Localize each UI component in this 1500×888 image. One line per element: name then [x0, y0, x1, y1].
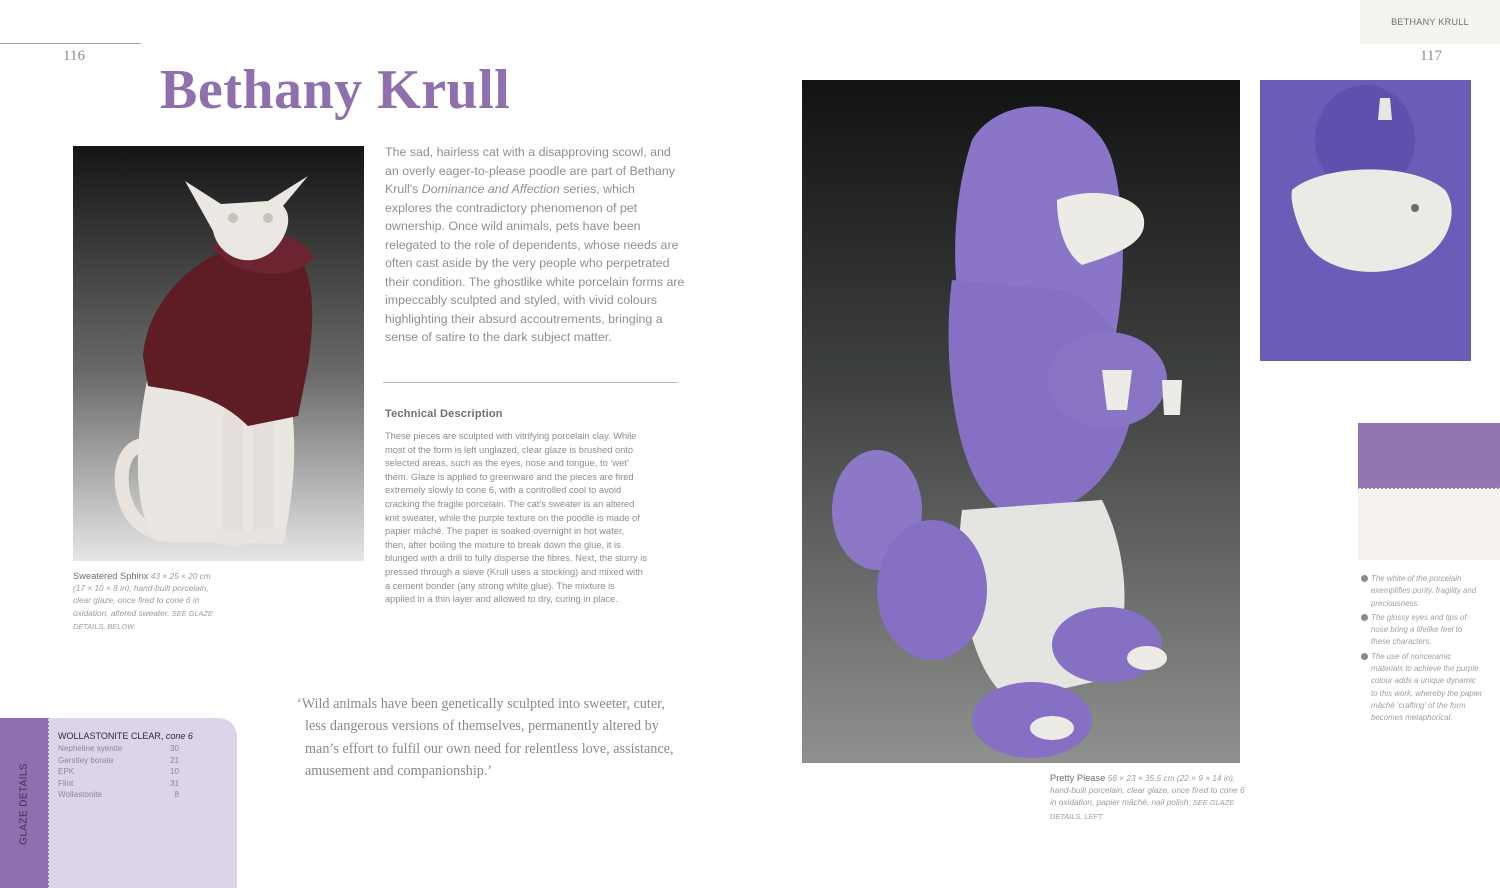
- pull-quote-text: ‘Wild animals have been genetically sculpted into sweeter, cuter, less dangerous versions of themselves, permanently altered by man’s effort to fulfil our own need for relentless love, assistance, amusement and companionship.’: [297, 696, 674, 779]
- ingredient-amount: 21: [169, 755, 179, 765]
- page-number-right: 117: [1420, 48, 1442, 64]
- intro-text-b: series, which explores the contradictory phenomenon of pet ownership. Once wild animals, pets have been relegated to the role of dependents, whose needs are often cast aside by the very people who perpetrated their condition. The ghostlike white porcelain forms are impeccably sculpted and styled, with vivid colours highlighting their absurd accoutrements, bringing a sense of satire to the dark subject matter.: [385, 182, 685, 344]
- ingredient-amount: 30: [169, 744, 179, 753]
- note-item: [1361, 651, 1483, 725]
- caption-title: Pretty Please: [1050, 773, 1106, 783]
- note-text: The glossy eyes and tips of nose bring a lifelike feel to these characters.: [1371, 612, 1467, 647]
- note-text: The white of the porcelain exemplifies purity, fragility and preciousness.: [1371, 574, 1477, 608]
- ingredient-name: Gerstley borate: [58, 755, 114, 765]
- glaze-details-tab: [0, 718, 49, 888]
- design-notes: [1361, 573, 1483, 727]
- note-item: [1361, 573, 1483, 610]
- glaze-details-label: GLAZE DETAILS: [18, 763, 30, 845]
- glaze-cone: cone 6: [165, 731, 193, 741]
- sweatered-sphinx-photo: [73, 146, 364, 561]
- swatch-glaze-colour: [1358, 423, 1500, 489]
- bullet-icon: [1361, 614, 1368, 621]
- section-divider: [383, 382, 678, 383]
- note-text: The use of nonceramic materials to achieve the purple colour adds a unique dynamic to this work, whereby the papier mâché ‘crafting’ of the form becomes metaphorical.: [1371, 651, 1483, 723]
- ingredient-name: Wollastonite: [58, 790, 102, 800]
- technical-heading: Technical Description: [385, 408, 503, 420]
- bullet-icon: [1361, 575, 1368, 582]
- series-title: Dominance and Affection: [421, 182, 560, 196]
- top-rule: [0, 43, 141, 44]
- glaze-recipe-table: [58, 743, 179, 801]
- caption-details: 56 × 23 × 35.5 cm (22 × 9 × 14 in), hand-built porcelain, clear glaze, once fired to cone 6 in oxidation, papier mâché, nail polish.: [1050, 773, 1245, 808]
- glaze-recipe-panel: [49, 718, 237, 888]
- page-number-left: 116: [63, 48, 85, 64]
- swatch-clay-colour: [1358, 489, 1500, 560]
- ingredient-amount: 8: [174, 790, 179, 800]
- poodle-caption: [1050, 772, 1245, 823]
- table-row: [58, 766, 179, 778]
- ingredient-amount: 10: [169, 767, 179, 777]
- ingredient-name: EPK: [58, 767, 75, 777]
- bullet-icon: [1361, 653, 1368, 660]
- table-row: [58, 743, 179, 755]
- intro-text-a: The sad, hairless cat with a disapproving scowl, and an overly eager-to-please poodle are part of Bethany Krull's: [385, 145, 675, 196]
- poodle-detail-photo: [1260, 80, 1471, 361]
- running-head: BETHANY KRULL: [1360, 0, 1500, 44]
- ingredient-name: Flint: [58, 778, 74, 788]
- table-row: [58, 778, 179, 790]
- technical-body: These pieces are sculpted with vitrifying porcelain clay. While most of the form is left unglazed, clear glaze is brushed onto selected areas, such as the eyes, nose and tongue, to ‘wet’ them. Glaze is applied to greenware and the pieces are fired extremely slowly to cone 6, with a controlled cool to avoid cracking the fragile porcelain. The cat’s sweater is an altered knit sweater, while the purple texture on the poodle is made of papier mâché. The paper is soaked overnight in hot water, then, after boiling the mixture to break down the glue, it is blunged with a drill to fully disperse the fibres. Next, the slurry is pressed through a sieve (Krull uses a stocking) and mixed with a cement bonder (any strong white glue). The mixture is applied in a thin layer and allowed to dry, curing in place.: [385, 431, 647, 605]
- sphinx-caption: [73, 570, 225, 633]
- glaze-swatch: [1358, 423, 1500, 560]
- ingredient-name: Nepheline syenite: [58, 744, 123, 753]
- intro-paragraph: [385, 143, 685, 347]
- caption-title: Sweatered Sphinx: [73, 571, 149, 581]
- ingredient-amount: 31: [169, 778, 179, 788]
- caption-reference: SEE GLAZE DETAILS, LEFT.: [1050, 798, 1235, 821]
- pretty-please-photo: [802, 80, 1240, 763]
- caption-reference: SEE GLAZE DETAILS, BELOW.: [73, 608, 213, 631]
- caption-details: 43 × 25 × 20 cm (17 × 10 × 8 in), hand-built porcelain, clear glaze, once fired to cone 6 in oxidation, altered sweater.: [73, 571, 211, 618]
- glaze-name: [58, 731, 193, 741]
- page-title: Bethany Krull: [160, 59, 511, 121]
- note-item: [1361, 612, 1483, 649]
- glaze-details-box: [0, 718, 237, 888]
- glaze-name-text: WOLLASTONITE CLEAR,: [58, 731, 164, 741]
- table-row: [58, 789, 179, 801]
- pull-quote: [297, 693, 687, 782]
- table-row: [58, 755, 179, 767]
